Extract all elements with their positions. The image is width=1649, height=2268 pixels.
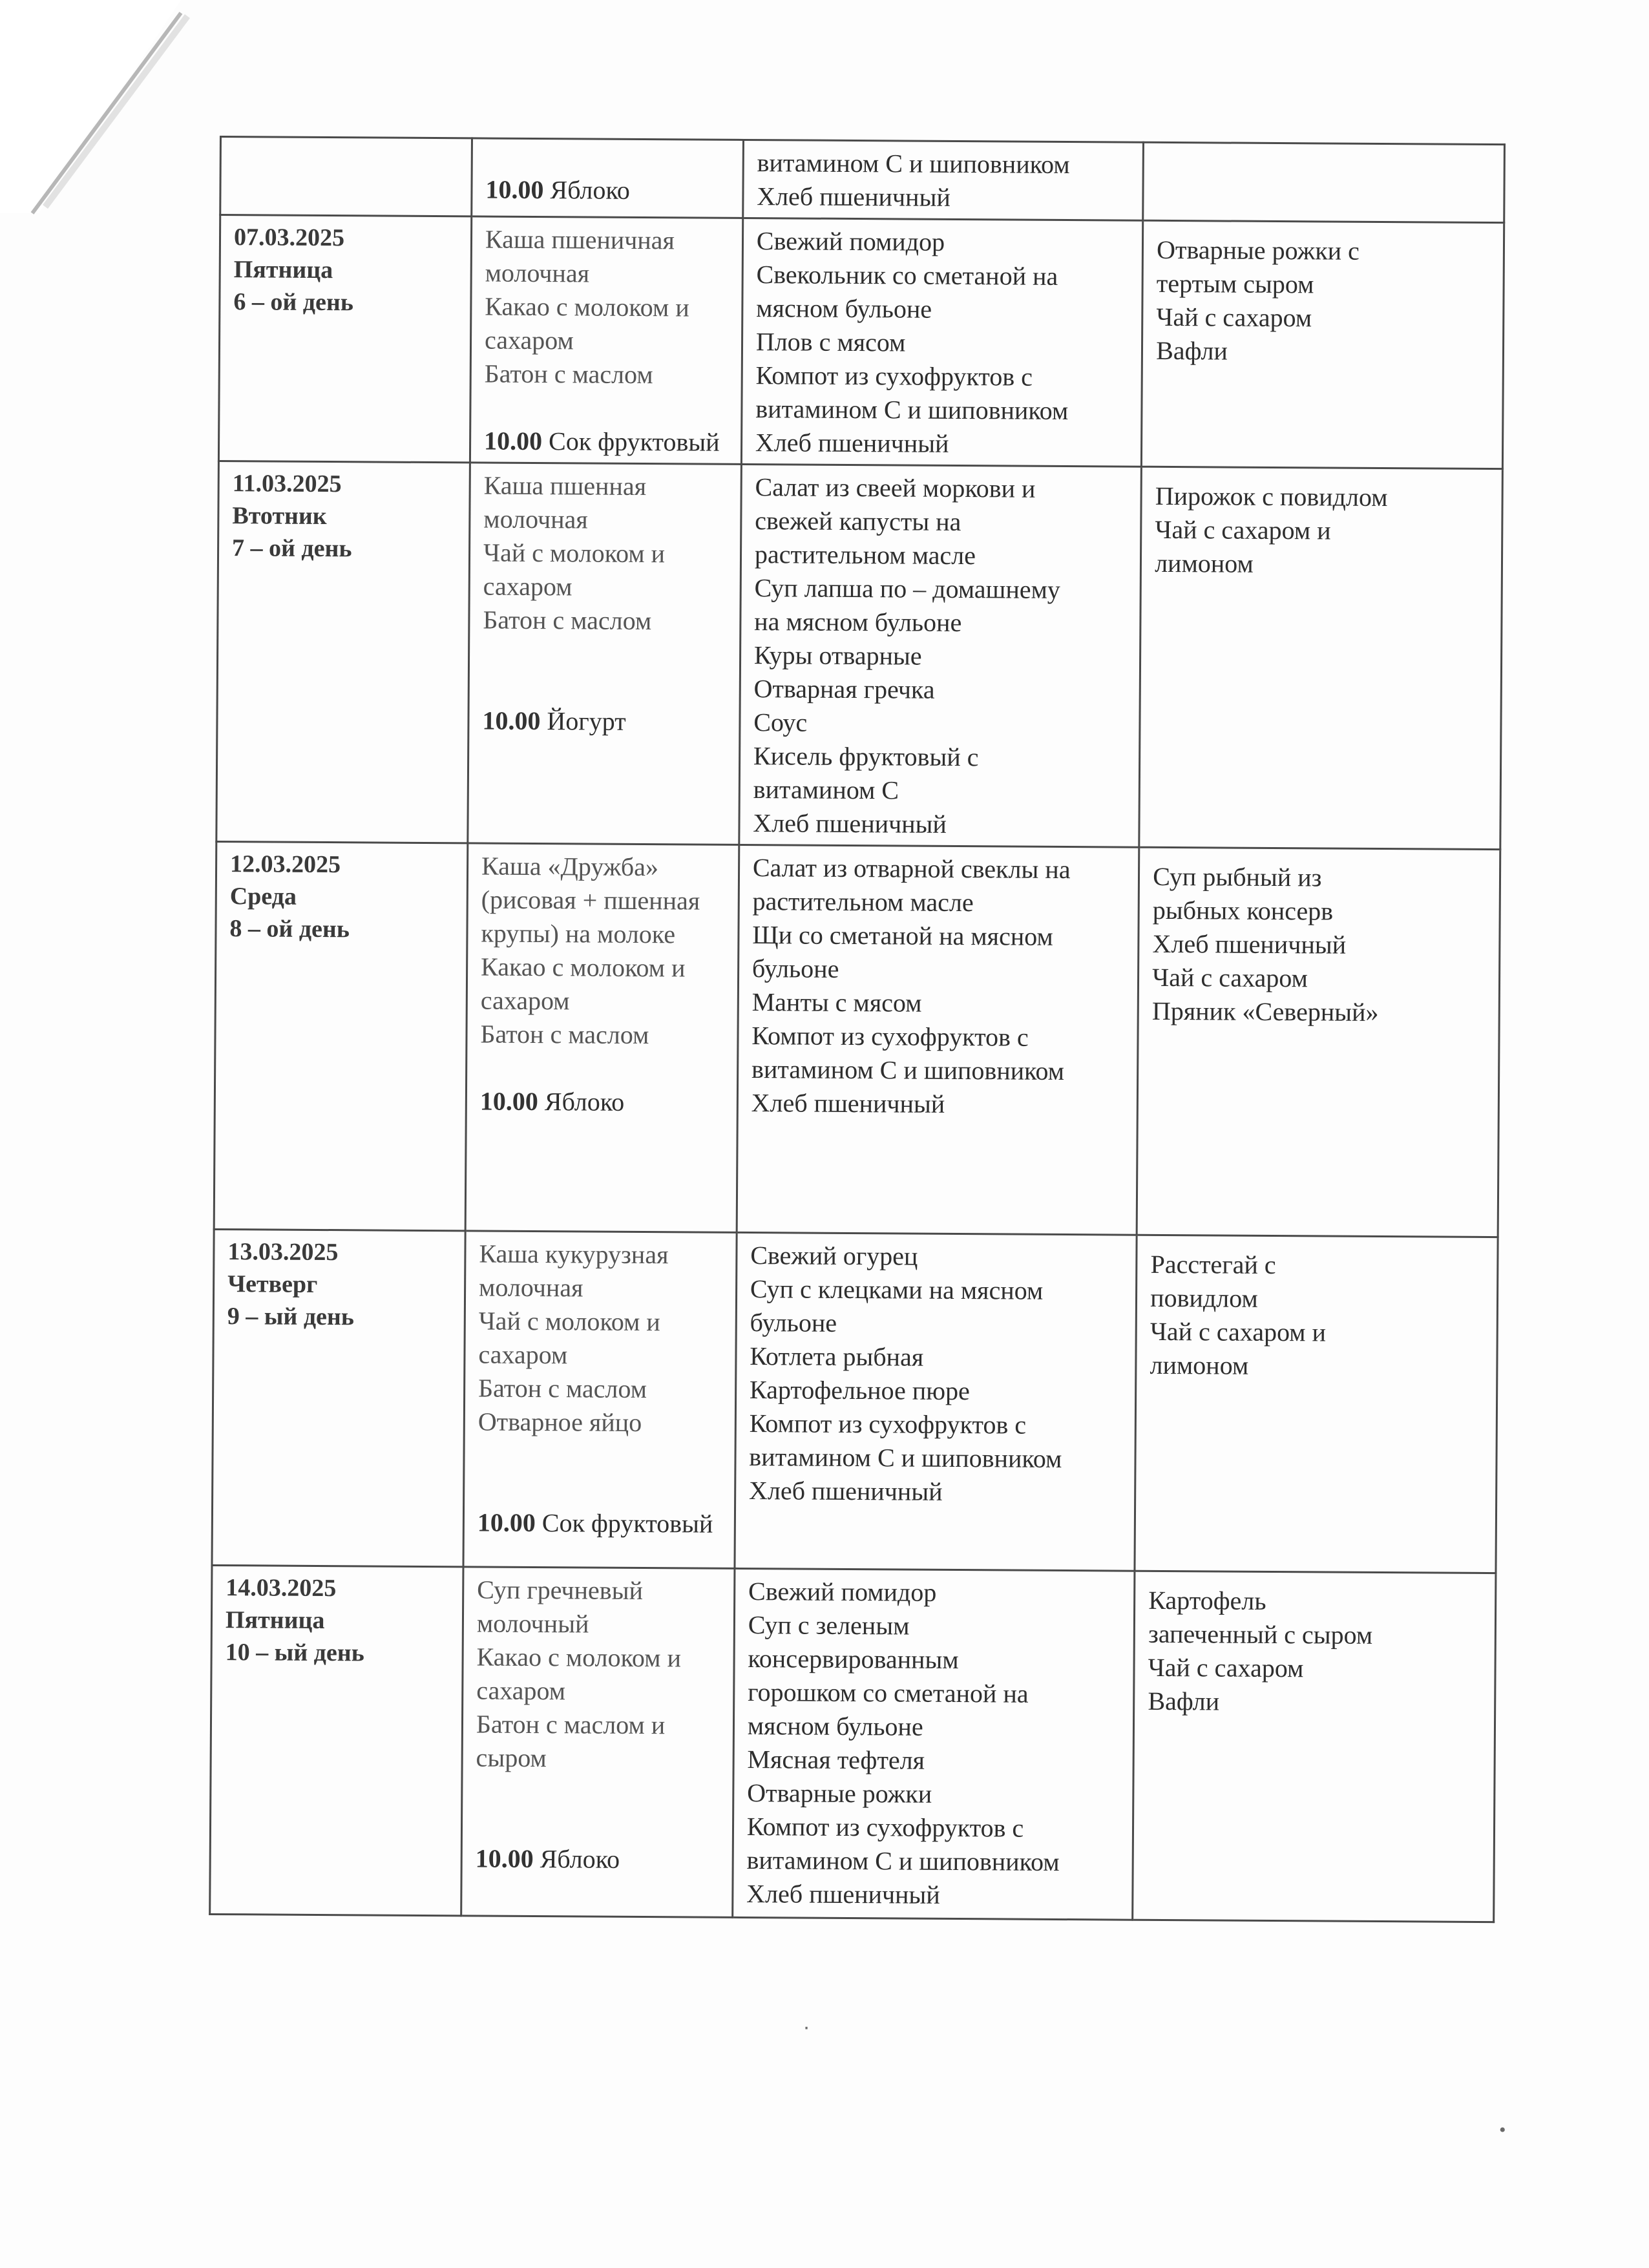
breakfast-item-line: Чай с молоком и	[478, 1306, 660, 1337]
snack-time: 10.00	[483, 426, 543, 456]
date-cell	[216, 461, 470, 843]
lunch-item-line: горошком со сметаной на	[748, 1677, 1029, 1708]
lunch-item-line: Манты с мясом	[751, 987, 922, 1018]
breakfast-item-line: (рисовая + пшенная	[481, 885, 700, 916]
afternoon-cell	[1142, 220, 1504, 468]
lunch-item-line: Хлеб пшеничный	[748, 1476, 943, 1506]
date-cell	[210, 1565, 463, 1915]
breakfast-item-line: Какао с молоком и	[480, 952, 686, 983]
menu-table	[209, 136, 1506, 1923]
lunch-item-line: Свежий огурец	[750, 1241, 918, 1271]
morning-snack	[484, 425, 729, 459]
lunch-item-line: Компот из сухофруктов с	[746, 1812, 1024, 1843]
date-cell	[212, 1229, 465, 1566]
lunch-item-line: Свежий помидор	[748, 1577, 937, 1607]
date-cell	[218, 215, 471, 463]
breakfast-item-line: сахаром	[478, 1339, 568, 1370]
lunch-item-line: витамином С и шиповником	[746, 1845, 1060, 1876]
lunch-item-line: Кисель фруктовый с	[753, 741, 979, 772]
morning-snack	[478, 1506, 722, 1540]
breakfast-item-line: сыром	[476, 1743, 547, 1773]
date-line: 9 – ый день	[227, 1303, 355, 1331]
lunch-item-line: на мясном бульоне	[754, 607, 962, 638]
breakfast-item-line: Каша кукурузная	[479, 1239, 669, 1270]
date-line: 11.03.2025	[232, 470, 342, 498]
breakfast-item-line: Чай с молоком и	[483, 538, 666, 569]
afternoon-item-line: Картофель	[1148, 1585, 1266, 1615]
snack-time: 10.00	[479, 1086, 538, 1117]
scan-speck: •	[1499, 2119, 1506, 2141]
lunch-item-line: Суп с зеленым	[748, 1610, 910, 1641]
snack-name: Яблоко	[544, 1087, 625, 1117]
morning-snack	[476, 1842, 720, 1876]
date-line: 8 – ой день	[229, 915, 350, 943]
afternoon-item-line: Чай с сахаром и	[1155, 514, 1331, 545]
breakfast-item-line: сахаром	[476, 1675, 566, 1706]
afternoon-item-line: Пряник «Северный»	[1151, 996, 1379, 1027]
lunch-item-line: витамином С и шиповником	[757, 148, 1070, 180]
lunch-cell	[735, 1232, 1137, 1571]
breakfast-cell	[468, 463, 741, 845]
snack-spacer	[476, 1774, 721, 1843]
snack-time: 10.00	[482, 706, 541, 736]
lunch-item-line: Картофельное пюре	[749, 1375, 971, 1406]
date-cell	[214, 841, 468, 1230]
date-line: Втотник	[232, 502, 327, 530]
afternoon-item-line: Хлеб пшеничный	[1152, 929, 1347, 960]
breakfast-item-line: Какао с молоком и	[485, 291, 689, 322]
lunch-item-line: витамином С и шиповником	[749, 1442, 1062, 1473]
breakfast-item-line: Батон с маслом	[480, 1019, 649, 1050]
lunch-item-line: мясном бульоне	[756, 293, 932, 324]
lunch-item-line: Компот из сухофруктов с	[755, 361, 1033, 392]
lunch-cell	[733, 1568, 1135, 1920]
lunch-item-line: растительном масле	[754, 540, 976, 571]
afternoon-item-line: Отварные рожки с	[1156, 235, 1360, 266]
lunch-item-line: Щи со сметаной на мясном	[752, 920, 1053, 951]
menu-row	[218, 215, 1504, 469]
afternoon-cell	[1143, 142, 1505, 222]
date-line: Четверг	[227, 1270, 318, 1298]
lunch-item-line: Суп лапша по – домашнему	[754, 573, 1061, 604]
breakfast-item-line: Каша «Дружба»	[481, 851, 659, 882]
breakfast-item-line: молочная	[485, 258, 590, 288]
snack-spacer	[480, 1051, 725, 1086]
snack-name: Яблоко	[540, 1844, 620, 1874]
lunch-item-line: Хлеб пшеничный	[755, 428, 949, 458]
lunch-item-line: Куры отварные	[753, 640, 922, 671]
lunch-item-line: бульоне	[750, 1308, 837, 1338]
menu-row	[214, 841, 1500, 1237]
snack-name: Йогурт	[547, 706, 626, 736]
breakfast-item-line: молочная	[483, 504, 588, 534]
lunch-cell	[739, 464, 1142, 847]
date-line: 07.03.2025	[233, 224, 345, 252]
date-line: Пятница	[233, 256, 333, 284]
lunch-item-line: Котлета рыбная	[750, 1341, 924, 1372]
lunch-item-line: Салат из свеей моркови и	[755, 472, 1036, 503]
lunch-item-line: консервированным	[748, 1644, 959, 1675]
lunch-cell	[737, 845, 1139, 1235]
snack-spacer	[483, 637, 728, 706]
morning-snack	[482, 704, 727, 739]
lunch-item-line: свежей капусты на	[755, 506, 961, 537]
snack-spacer	[478, 1438, 723, 1507]
menu-table-body	[210, 137, 1505, 1922]
afternoon-item-line: повидлом	[1150, 1283, 1258, 1313]
snack-time: 10.00	[485, 174, 544, 205]
lunch-item-line: Хлеб пшеничный	[757, 182, 951, 212]
breakfast-item-line: Батон с маслом	[484, 359, 653, 390]
breakfast-cell	[465, 843, 739, 1233]
breakfast-item-line: Отварное яйцо	[478, 1407, 642, 1438]
date-line: 12.03.2025	[229, 850, 341, 879]
menu-row	[216, 461, 1503, 849]
afternoon-item-line: Вафли	[1156, 335, 1228, 366]
snack-spacer	[484, 391, 729, 426]
breakfast-item-line: Суп гречневый	[477, 1575, 644, 1606]
lunch-item-line: Плов с мясом	[755, 327, 906, 357]
date-line: 7 – ой день	[231, 534, 352, 563]
snack-name: Яблоко	[550, 175, 631, 205]
morning-snack	[480, 1084, 725, 1119]
afternoon-item-line: Чай с сахаром	[1152, 962, 1308, 993]
breakfast-cell	[463, 1231, 737, 1569]
date-line: 6 – ой день	[233, 288, 354, 317]
breakfast-item-line: сахаром	[480, 985, 570, 1016]
lunch-item-line: Компот из сухофруктов с	[751, 1021, 1029, 1052]
lunch-item-line: Суп с клецками на мясном	[750, 1274, 1044, 1305]
lunch-item-line: Салат из отварной свеклы на	[752, 853, 1071, 885]
menu-row	[210, 1565, 1496, 1922]
date-cell	[220, 137, 472, 216]
breakfast-cell	[472, 138, 744, 218]
breakfast-item-line: Какао с молоком и	[476, 1642, 682, 1673]
afternoon-item-line: тертым сыром	[1156, 268, 1314, 299]
breakfast-item-line: молочный	[476, 1608, 589, 1639]
lunch-cell	[743, 140, 1144, 220]
morning-snack	[485, 145, 730, 208]
lunch-item-line: Отварная гречка	[753, 674, 935, 704]
breakfast-item-line: молочная	[478, 1272, 583, 1303]
lunch-item-line: Хлеб пшеничный	[753, 808, 947, 839]
breakfast-item-line: Батон с маслом	[483, 605, 652, 636]
lunch-item-line: витамином С и шиповником	[751, 1055, 1065, 1086]
menu-row	[212, 1229, 1498, 1573]
afternoon-item-line: Пирожок с повидлом	[1155, 481, 1388, 512]
breakfast-item-line: сахаром	[483, 571, 572, 602]
afternoon-cell	[1135, 1235, 1498, 1573]
afternoon-item-line: Суп рыбный из	[1153, 861, 1322, 892]
breakfast-item-line: Батон с маслом и	[476, 1709, 666, 1740]
breakfast-item-line: крупы) на молоке	[481, 918, 676, 949]
scan-speck: ٠	[801, 2017, 812, 2038]
snack-name: Сок фруктовый	[548, 426, 720, 457]
afternoon-item-line: лимоном	[1150, 1350, 1249, 1380]
lunch-item-line: бульоне	[751, 954, 839, 983]
lunch-item-line: Отварные рожки	[747, 1778, 932, 1809]
date-line: 14.03.2025	[226, 1574, 337, 1602]
breakfast-cell	[461, 1567, 735, 1918]
snack-time: 10.00	[475, 1843, 534, 1874]
breakfast-cell	[470, 216, 742, 465]
date-line: 13.03.2025	[227, 1238, 339, 1266]
date-line: Пятница	[225, 1606, 325, 1635]
lunch-item-line: витамином С	[753, 775, 899, 805]
lunch-cell	[741, 218, 1143, 467]
breakfast-item-line: Батон с маслом	[478, 1373, 647, 1404]
afternoon-item-line: запеченный с сыром	[1148, 1619, 1373, 1650]
breakfast-item-line: Каша пшенная	[483, 470, 647, 501]
lunch-item-line: Мясная тефтеля	[747, 1745, 925, 1775]
lunch-item-line: Соус	[753, 708, 808, 737]
breakfast-item-line: Каша пшеничная	[485, 224, 675, 255]
lunch-item-line: мясном бульоне	[747, 1711, 923, 1741]
afternoon-cell	[1133, 1571, 1496, 1922]
menu-row	[220, 137, 1505, 223]
lunch-item-line: Свекольник со сметаной на	[756, 260, 1058, 291]
afternoon-item-line: Чай с сахаром и	[1150, 1316, 1327, 1347]
afternoon-cell	[1139, 467, 1502, 849]
lunch-item-line: Хлеб пшеничный	[751, 1088, 945, 1118]
afternoon-item-line: рыбных консерв	[1152, 895, 1334, 926]
breakfast-item-line: сахаром	[484, 325, 574, 355]
afternoon-item-line: Вафли	[1148, 1686, 1220, 1716]
afternoon-item-line: Чай с сахаром	[1156, 302, 1312, 333]
afternoon-cell	[1137, 847, 1500, 1237]
date-line: 10 – ый день	[225, 1639, 364, 1667]
snack-time: 10.00	[477, 1507, 536, 1538]
afternoon-item-line: Чай с сахаром	[1148, 1652, 1304, 1683]
lunch-item-line: Хлеб пшеничный	[746, 1879, 940, 1909]
lunch-item-line: Свежий помидор	[756, 226, 945, 257]
lunch-item-line: Компот из сухофруктов с	[749, 1409, 1027, 1440]
lunch-item-line: витамином С и шиповником	[755, 394, 1069, 426]
lunch-item-line: растительном масле	[752, 887, 974, 918]
date-line: Среда	[229, 883, 297, 910]
afternoon-item-line: лимоном	[1155, 548, 1254, 578]
afternoon-item-line: Расстегай с	[1150, 1249, 1276, 1280]
snack-name: Сок фруктовый	[541, 1508, 713, 1538]
